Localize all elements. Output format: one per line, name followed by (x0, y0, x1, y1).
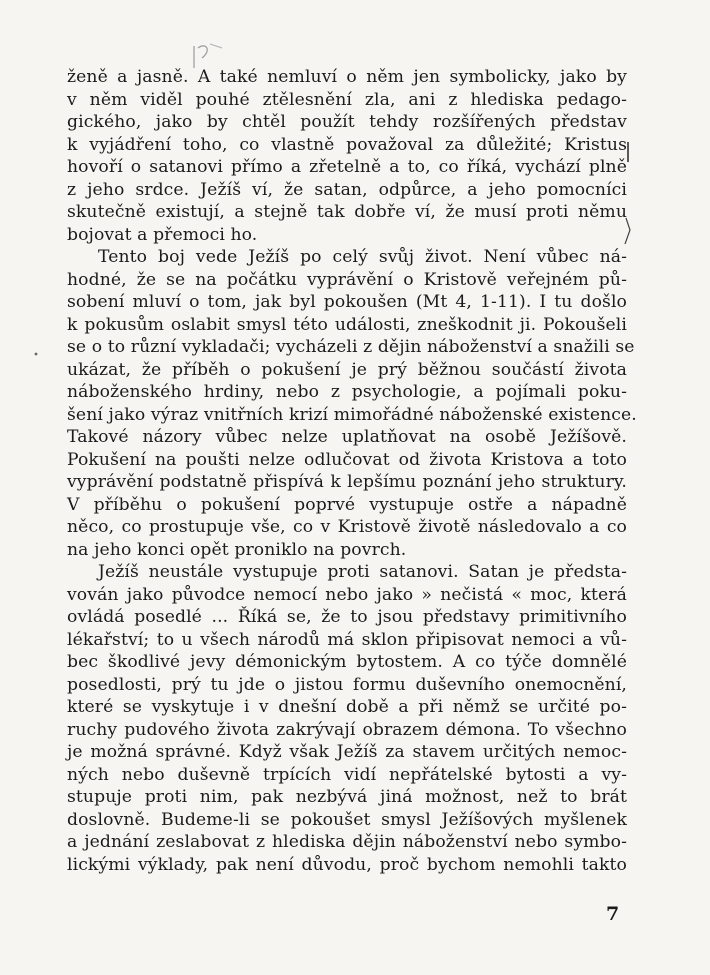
book-page-text (67, 66, 637, 876)
text-line: lékařství; to u všech národů má sklon připisovat nemoci a vů- (67, 629, 627, 650)
text-line: ženě a jasně. A také nemluví o něm jen symbolicky, jako by (67, 67, 627, 87)
text-line: vyprávění podstatně přispívá k lepšímu poznání jeho struktury. (67, 472, 627, 492)
text-line: na jeho konci opět proniklo na povrch. (67, 539, 407, 560)
text-line: V příběhu o pokušení poprvé vystupuje ostře a nápadně (67, 494, 627, 515)
text-line: lickými výklady, pak není důvodu, proč bychom nemohli takto (67, 854, 627, 875)
text-line: hovoří o satanovi přímo a zřetelně a to, co říká, vychází plně (67, 157, 627, 177)
text-line: Ježíš neustále vystupuje proti satanovi. Satan je předsta- (98, 562, 627, 582)
text-line: stupuje proti nim, pak nezbývá jiná možnost, než to brát (67, 787, 627, 807)
text-line: ruchy pudového života zakrývají obrazem démona. To všechno (67, 719, 627, 740)
text-line: Takové názory vůbec nelze uplatňovat na osobě Ježíšově. (67, 427, 627, 447)
text-line: z jeho srdce. Ježíš ví, že satan, odpůrce, a jeho pomocníci (67, 179, 627, 200)
text-line: ovládá posedlé ... Říká se, že to jsou představy primitivního (67, 607, 627, 627)
text-line: hodné, že se na počátku vyprávění o Kristově veřejném pů- (67, 269, 627, 290)
text-line: se o to různí vykladači; vycházeli z dějin náboženství a snažili se (67, 337, 635, 357)
text-line: skutečně existují, a stejně tak dobře ví, že musí proti němu (67, 202, 627, 222)
paragraph (67, 246, 637, 561)
text-line: ných nebo duševně trpících vidí nepřátelské bytosti a vy- (67, 764, 627, 785)
text-line: Tento boj vede Ježíš po celý svůj život. Není vůbec ná- (98, 247, 627, 267)
text-line: doslovně. Budeme-li se pokoušet smysl Ježíšových myšlenek (67, 809, 627, 830)
text-line: vován jako původce nemocí nebo jako » nečistá « moc, která (67, 584, 627, 605)
margin-dot-icon (33, 351, 39, 357)
text-line: které se vyskytuje i v dnešní době a při němž se určité po- (67, 697, 627, 717)
text-line: gického, jako by chtěl použít tehdy rozšířených představ (67, 112, 627, 132)
text-line: posedlosti, prý tu jde o jistou formu duševního onemocnění, (67, 674, 627, 695)
text-line: něco, co prostupuje vše, co v Kristově životě následovalo a co (67, 517, 627, 537)
text-line: Pokušení na poušti nelze odlučovat od života Kristova a toto (67, 449, 627, 470)
text-line: k vyjádření toho, co vlastně považoval za důležité; Kristus (67, 134, 627, 155)
text-line: k pokusům oslabit smysl této události, zneškodnit ji. Pokoušeli (67, 314, 627, 335)
text-line: sobení mluví o tom, jak byl pokoušen (Mt 4, 1-11). I tu došlo (67, 292, 627, 312)
paragraph (67, 561, 627, 876)
text-line: bec škodlivé jevy démonickým bytostem. A co týče domnělé (67, 652, 627, 672)
text-line: a jednání zeslabovat z hlediska dějin náboženství nebo symbo- (67, 832, 627, 852)
text-line: ukázat, že příběh o pokušení je prý běžnou součástí života (67, 359, 627, 380)
text-line: v něm viděl pouhé ztělesnění zla, ani z hlediska pedago- (67, 89, 627, 110)
text-line: šení jako výraz vnitřních krizí mimořádné náboženské existence. (67, 404, 637, 425)
text-line: náboženského hrdiny, nebo z psychologie, a pojímali poku- (67, 382, 627, 402)
paragraph (67, 66, 627, 246)
page-number: 7 (606, 903, 620, 925)
text-line: bojovat a přemoci ho. (67, 224, 258, 245)
text-line: je možná správné. Když však Ježíš za stavem určitých nemoc- (67, 742, 627, 762)
